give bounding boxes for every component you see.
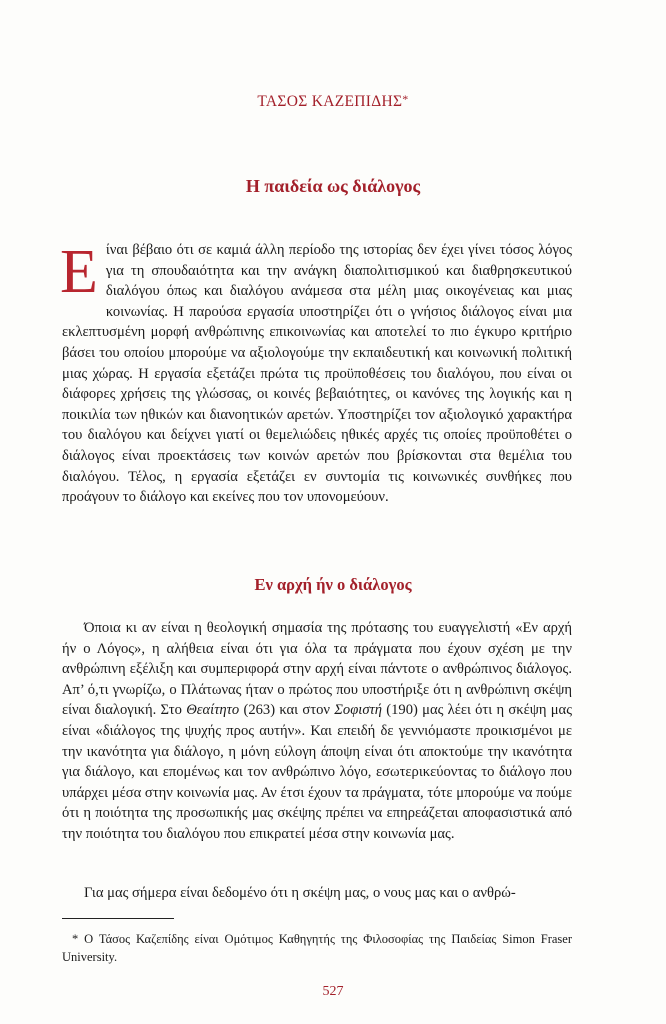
author-name (0, 92, 666, 111)
section-text-3: (190) μας λέει ότι η σκέψη μας είναι «διάλογος της ψυχής προς αυτήν». Και επειδή δε γεννιόμαστε προικισμένοι με την ικανότητα για διάλογο, η μόνη εύλογη άποψη είναι ότι αποκτούμε την ικανότητα για διάλογο, και επομένως και τον ανθρώπινο λόγο, εσωτερικεύοντας το διάλογο που υπάρχει μέσα στην κοινωνία μας. Αν έτσι έχουν τα πράγματα, τότε μπορούμε να πούμε ότι η ποιότητα της προσωπικής μας σκέψης πρέπει να επηρεάζεται αποφασιστικά από την ποιότητα του διαλόγου που επικρατεί μέσα στην κοινωνία μας. (62, 702, 572, 842)
work-title-sophist: Σοφιστή (334, 702, 383, 719)
section-heading: Εν αρχή ήν ο διάλογος (254, 575, 412, 594)
last-paragraph: Για μας σήμερα είναι δεδομένο ότι η σκέψη μας, ο νους μας και ο ανθρώ- (84, 885, 516, 901)
footnote: * Ο Τάσος Καζεπίδης είναι Ομότιμος Καθηγητής της Φιλοσοφίας της Παιδείας Simon Fraser University. (62, 932, 572, 964)
article-title: Η παιδεία ως διάλογος (245, 176, 421, 196)
section-text-1: Όποια κι αν είναι η θεολογική σημασία της πρότασης του ευαγγελιστή «Εν αρχή ήν ο Λόγος», η αλήθεια είναι ότι για όλα τα πράγματα που έχουν σχέση με την ανθρώπινη εξέλιξη και συμπεριφορά στην αρχή είναι πάντοτε ο ανθρώπινος διάλογος. Απ’ ό,τι γνωρίζω, ο Πλάτωνας ήταν ο πρώτος που υποστήριξε ότι η ανθρώπινη σκέψη είναι διαλογική. Στο (62, 620, 572, 719)
author-text: ΤΑΣΟΣ ΚΑΖΕΠΙΔΗΣ (257, 93, 403, 110)
page-number: 527 (322, 984, 344, 999)
section-paragraph (62, 618, 572, 845)
drop-cap: Ε (60, 238, 98, 306)
intro-text: ίναι βέβαιο ότι σε καμιά άλλη περίοδο της ιστορίας δεν έχει γίνει τόσος λόγος για τη σπουδαιότητα και την ανάγκη διαπολιτισμικού και διαθρησκευτικού διαλόγου όπως και διαλόγου ανάμεσα στα μέλη μιας οικογένειας και μιας κοινωνίας. Η παρούσα εργασία υποστηρίζει ότι ο γνήσιος διάλογος είναι μια εκλεπτυσμένη μορφή ανθρώπινης επικοινωνίας και αποτελεί το πιο έγκυρο κριτήριο βάσει του οποίου μπορούμε να αξιολογούμε την εκπαιδευτική και κοινωνική πολιτική μιας χώρας. Η εργασία εξετάζει πρώτα τις προϋποθέσεις του διαλόγου, που είναι οι διάφορες χρήσεις της γλώσσας, οι κοινές βεβαιότητες, οι κανόνες της λογικής και η ποικιλία των ηθικών και διανοητικών αρετών. Υποστηρίζει τον αξιολογικό χαρακτήρα του διαλόγου και δείχνει γιατί οι θεμελιώδεις ηθικές αρχές τις οποίες προϋποθέτει ο διάλογος είναι προεκτάσεις των κοινών αρετών που βρίσκονται στα θεμέλια του διαλόγου. Τέλος, η εργασία εξετάζει εν συντομία τις κοινωνικές συνθήκες που προάγουν το διάλογο και εκείνες που τον υπονομεύουν. (62, 242, 572, 506)
author-footnote-mark: * (402, 92, 409, 106)
section-text-2: (263) και στον (239, 702, 335, 719)
intro-paragraph (62, 240, 572, 508)
work-title-theaetetus: Θεαίτητο (186, 702, 240, 719)
footnote-divider (62, 918, 174, 919)
